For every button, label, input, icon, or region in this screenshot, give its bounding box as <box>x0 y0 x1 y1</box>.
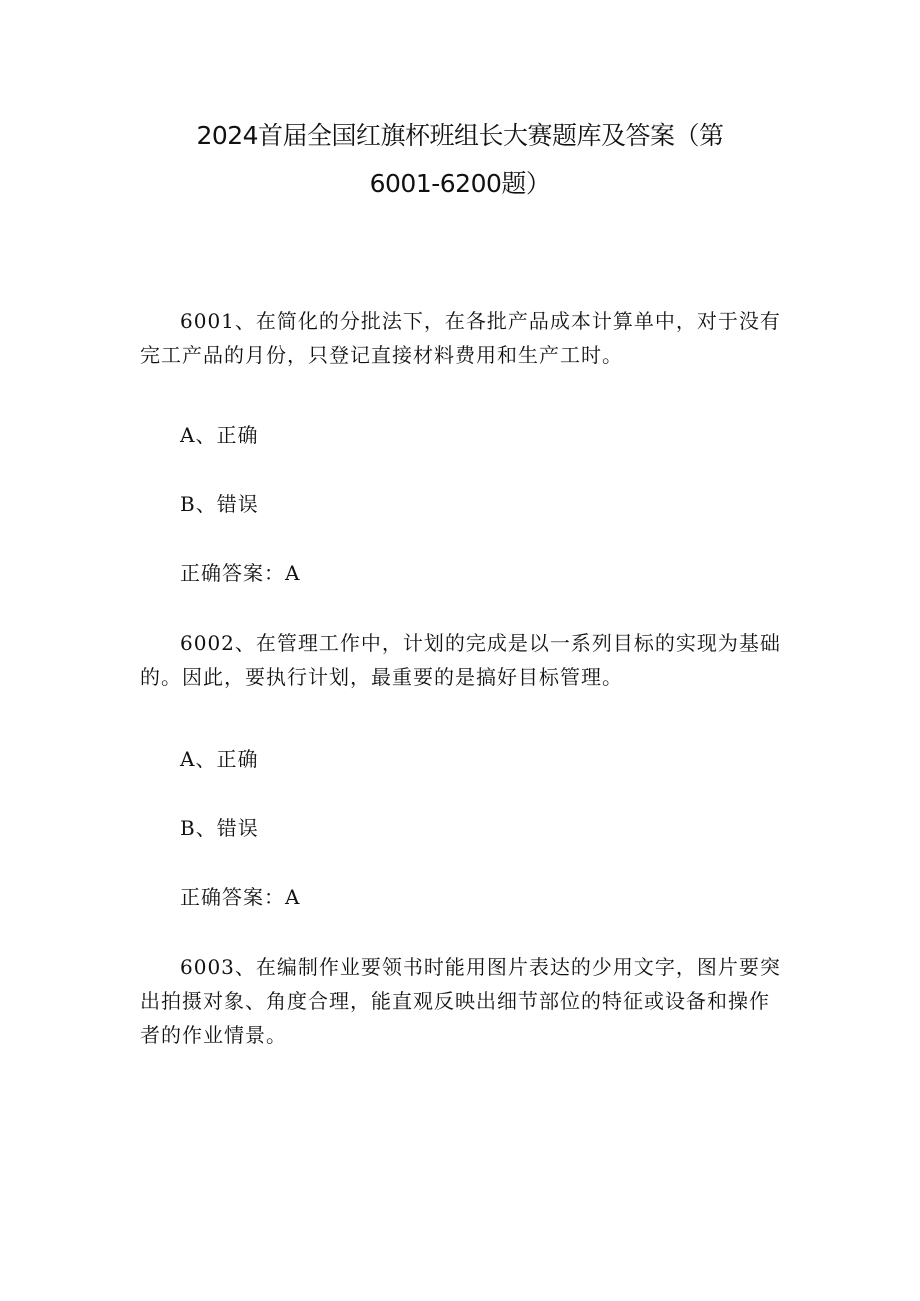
option-a: A、正确 <box>180 747 259 771</box>
correct-answer: 正确答案：A <box>180 885 301 909</box>
document-title <box>140 112 780 208</box>
option-b: B、错误 <box>180 492 259 516</box>
option-a: A、正确 <box>180 423 259 447</box>
title-line-1: 2024首届全国红旗杯班组长大赛题库及答案（第 <box>196 121 724 150</box>
correct-answer: 正确答案：A <box>180 561 301 585</box>
option-b: B、错误 <box>180 816 259 840</box>
title-line-2: 6001-6200题） <box>369 169 551 198</box>
question-text: 6002、在管理工作中，计划的完成是以一系列目标的实现为基础的。因此，要执行计划，最重要的是搞好目标管理。 <box>140 631 781 689</box>
question-text: 6003、在编制作业要领书时能用图片表达的少用文字，图片要突出拍摄对象、角度合理，能直观反映出细节部位的特征或设备和操作者的作业情景。 <box>140 955 781 1047</box>
question-text: 6001、在简化的分批法下，在各批产品成本计算单中，对于没有完工产品的月份，只登记直接材料费用和生产工时。 <box>140 309 781 367</box>
